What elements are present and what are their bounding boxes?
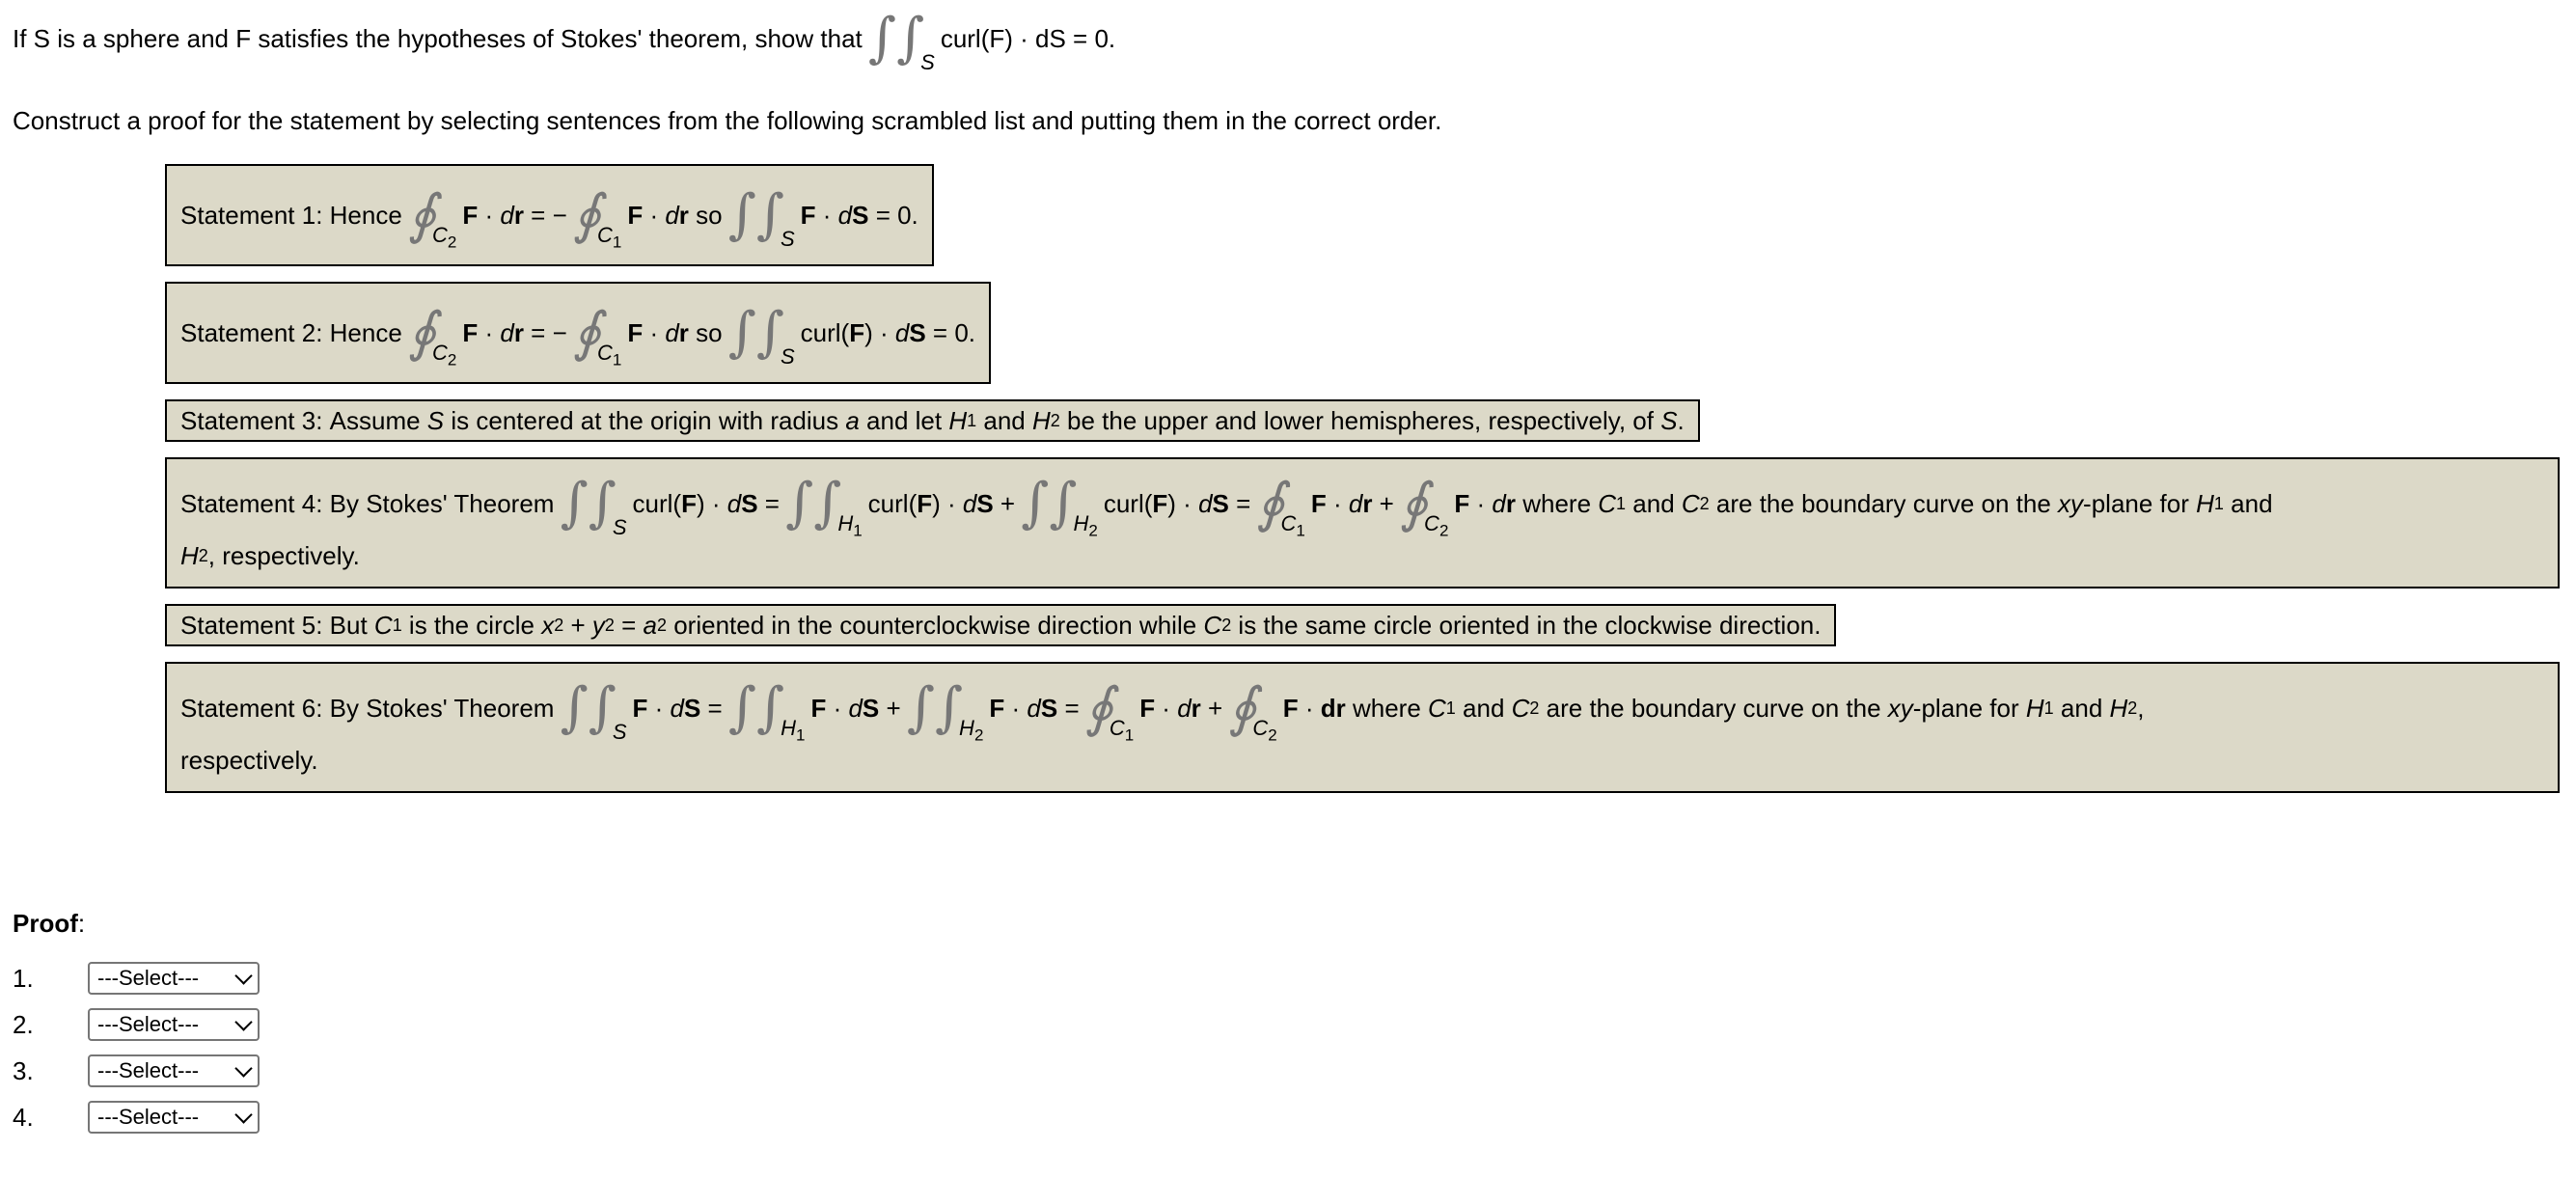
chevron-down-icon [234, 1013, 252, 1030]
statement-6-label: Statement 6: By Stokes' Theorem [180, 693, 555, 723]
statement-2-label: Statement 2: Hence [180, 317, 402, 347]
statement-1-label: Statement 1: Hence [180, 200, 402, 230]
chevron-down-icon [234, 1106, 252, 1123]
statement-2: Statement 2: Hence ∮ $C_2$ F · d r = − ∮ $C_1$ F · d r so ∫∫ S curl( F ) · d S = 0. [165, 282, 991, 384]
proof-row [13, 1094, 260, 1140]
line-integral-symbol: ∮ $C_1$ [1256, 472, 1305, 539]
line-integral-symbol: ∮ $C_2$ [407, 301, 457, 369]
chevron-down-icon [234, 1059, 252, 1077]
proof-title: Proof: [13, 909, 86, 938]
proof-step-2-select[interactable]: ---Select--- [88, 1008, 260, 1041]
double-integral-symbol: ∫∫ S [727, 183, 795, 251]
question-text [13, 7, 1116, 74]
double-integral-symbol: ∫∫ $H_1$ [727, 676, 806, 744]
proof-row [13, 955, 260, 1001]
proof-step-number: 4. [13, 1102, 34, 1132]
proof-step-1-select[interactable]: ---Select--- [88, 962, 260, 995]
statement-3: Statement 3: Assume S is centered at the origin with radius a and let H 1 and H 2 be the upper and lower hemispheres, respectively, of S . [165, 399, 1700, 442]
question-lead: If S is a sphere and F satisfies the hypotheses of Stokes' theorem, show that [13, 23, 863, 53]
statement-4-label: Statement 4: By Stokes' Theorem [180, 488, 555, 518]
line-integral-symbol: ∮ $C_1$ [572, 301, 622, 369]
line-integral-symbol: ∮ $C_2$ [407, 183, 457, 251]
proof-step-4-select[interactable]: ---Select--- [88, 1101, 260, 1134]
double-integral-symbol: ∫∫ $H_2$ [1021, 472, 1098, 539]
double-integral-symbol: ∫∫ $H_2$ [906, 676, 984, 744]
question-tail: curl(F) · dS = 0. [940, 23, 1116, 53]
statement-1: Statement 1: Hence ∮ $C_2$ F · d r = − ∮ $C_1$ F · d r so ∫∫ S F · d S = 0. [165, 164, 934, 266]
proof-step-3-select[interactable]: ---Select--- [88, 1054, 260, 1087]
statement-4: Statement 4: By Stokes' Theorem ∫∫ S curl( F ) · d S = ∫∫ $H_1$ curl( F ) · d S + ∫∫ $H_2$ curl( F ) · d S = ∮ $C_1$ F · d r + ∮ $C_2$ F · d r where C 1 and C 2 are the boundary curve on the xy -plane for H 1 and H 2 , respectively. [165, 457, 2560, 588]
proof-step-number: 3. [13, 1055, 34, 1085]
statement-list [165, 164, 2560, 808]
double-integral-symbol: ∫∫ S [560, 472, 627, 539]
double-integral-symbol: ∫∫ S [727, 301, 795, 369]
double-integral-symbol: ∫∫ S [867, 7, 935, 74]
statement-6: Statement 6: By Stokes' Theorem ∫∫ S F · d S = ∫∫ $H_1$ F · d S + ∫∫ $H_2$ F · d S = ∮ $C_1$ F · d r + ∮ $C_2$ F · dr where C 1 and C 2 are the boundary curve on the xy -plane for H 1 and H 2 , respectively. [165, 662, 2560, 793]
proof-row [13, 1001, 260, 1048]
proof-row [13, 1048, 260, 1094]
statement-3-label: Statement 3: [180, 405, 323, 435]
double-integral-symbol: ∫∫ S [560, 676, 627, 744]
statement-5-label: Statement 5: [180, 610, 323, 640]
chevron-down-icon [234, 967, 252, 984]
statement-5: Statement 5: But C 1 is the circle x 2 + y 2 = a 2 oriented in the counterclockwise direction while C 2 is the same circle oriented in the clockwise direction. [165, 604, 1836, 646]
proof-step-number: 1. [13, 963, 34, 993]
double-integral-symbol: ∫∫ $H_1$ [784, 472, 863, 539]
proof-steps [13, 955, 260, 1140]
proof-step-number: 2. [13, 1009, 34, 1039]
line-integral-symbol: ∮ $C_2$ [1228, 676, 1277, 744]
line-integral-symbol: ∮ $C_1$ [572, 183, 622, 251]
line-integral-symbol: ∮ $C_1$ [1084, 676, 1135, 744]
statement-6-line2: respectively. [180, 745, 318, 775]
line-integral-symbol: ∮ $C_2$ [1399, 472, 1449, 539]
instructions: Construct a proof for the statement by selecting sentences from the following scrambled list and putting them in the correct order. [13, 106, 1442, 135]
